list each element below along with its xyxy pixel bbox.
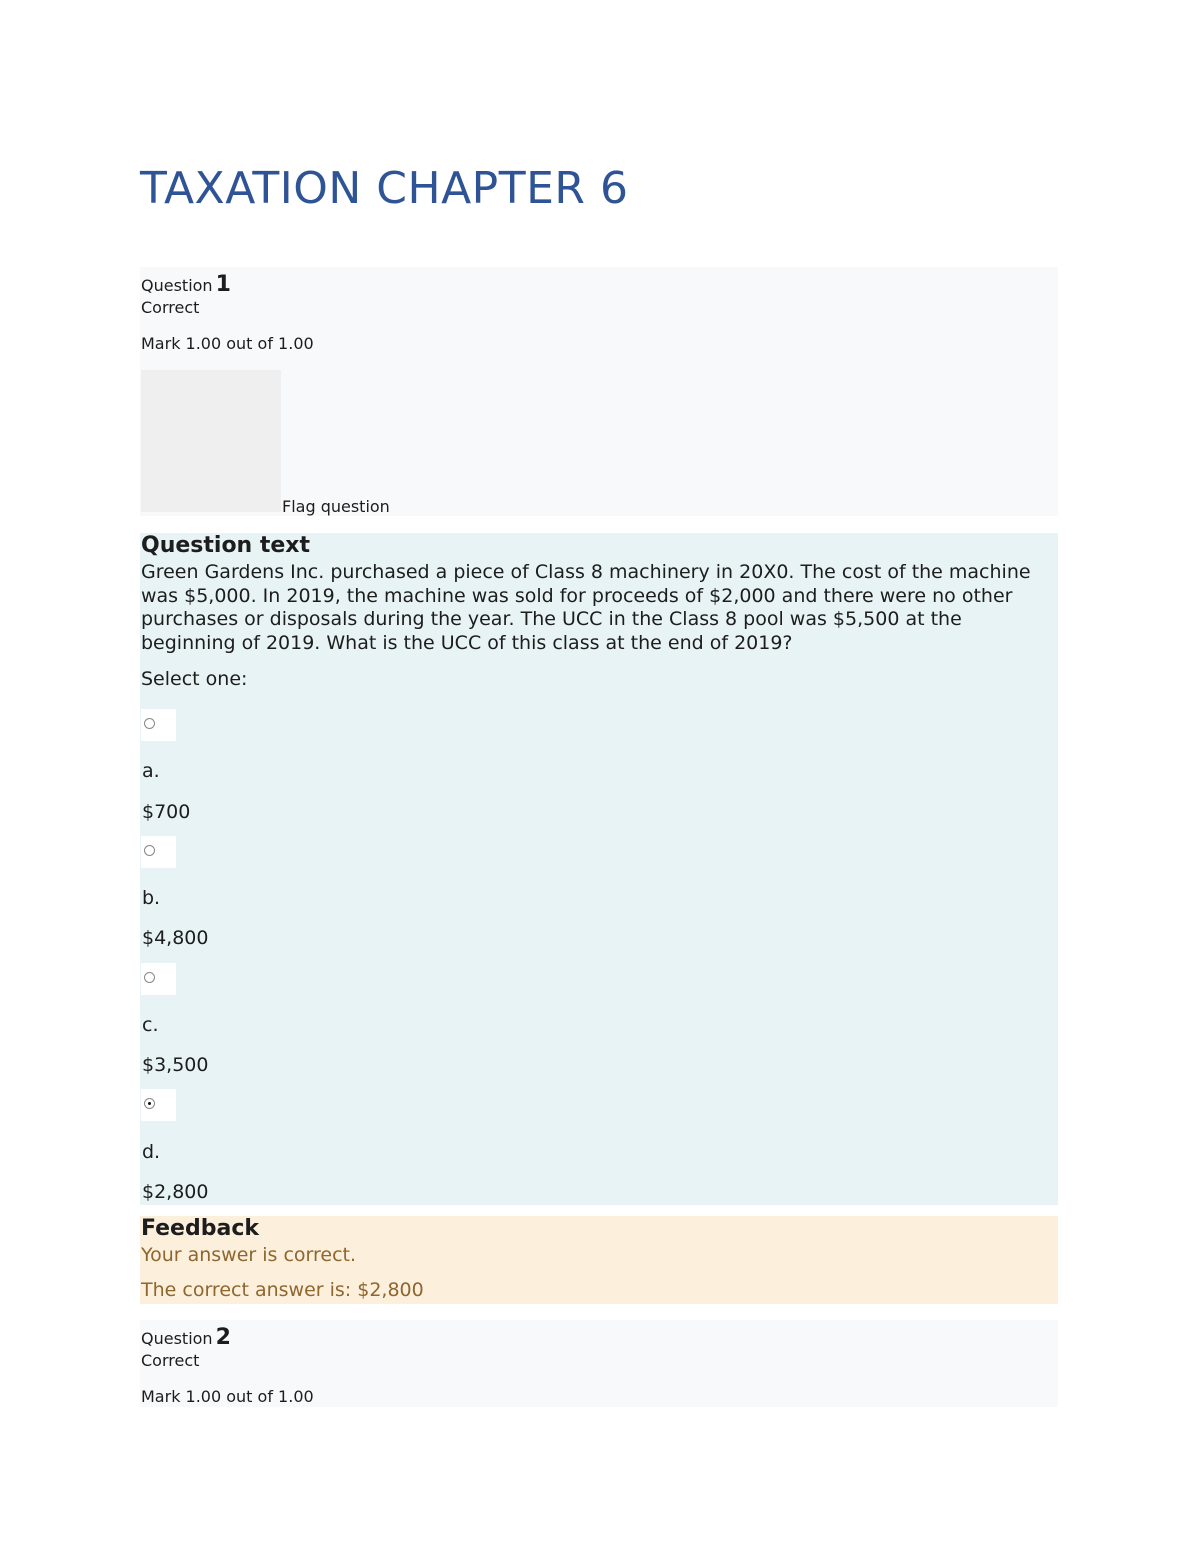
option-d-radio[interactable] — [144, 1098, 155, 1109]
option-d-radio-container[interactable] — [141, 1089, 176, 1121]
option-a-radio-container[interactable] — [141, 709, 176, 741]
question-text: Green Gardens Inc. purchased a piece of Class 8 machinery in 20X0. The cost of the machine was $5,000. In 2019, the machine was sold for proceeds of $2,000 and there were no other purchases or disposals during the year. The UCC in the Class 8 pool was $5,500 at the beginning of 2019. What is the UCC of this class at the end of 2019? — [141, 561, 1031, 654]
option-a-radio[interactable] — [144, 718, 155, 729]
select-one-prompt: Select one: — [141, 668, 248, 690]
option-b-radio-container[interactable] — [141, 836, 176, 868]
question-number: 1 — [215, 272, 231, 297]
option-d-value: $2,800 — [142, 1181, 209, 1203]
question-1-info — [140, 267, 1058, 516]
feedback-panel — [140, 1216, 1058, 1304]
question-mark: Mark 1.00 out of 1.00 — [141, 334, 314, 353]
option-c-letter: c. — [142, 1014, 159, 1036]
question-mark: Mark 1.00 out of 1.00 — [141, 1387, 314, 1406]
question-number: 2 — [215, 1325, 231, 1350]
question-2-header — [141, 1327, 231, 1349]
option-b-radio[interactable] — [144, 845, 155, 856]
feedback-heading: Feedback — [141, 1216, 259, 1241]
question-1-header — [141, 274, 231, 296]
option-c-radio-container[interactable] — [141, 963, 176, 995]
option-d-letter: d. — [142, 1141, 161, 1163]
option-b-letter: b. — [142, 887, 161, 909]
flag-question-link[interactable]: Flag question — [282, 497, 390, 516]
question-label: Question — [141, 276, 213, 295]
document-title: TAXATION CHAPTER 6 — [140, 163, 629, 214]
feedback-result: Your answer is correct. — [141, 1244, 357, 1266]
question-text-heading: Question text — [141, 533, 311, 558]
option-c-value: $3,500 — [142, 1054, 209, 1076]
option-a-letter: a. — [142, 760, 160, 782]
question-state: Correct — [141, 298, 200, 317]
feedback-correct-answer: The correct answer is: $2,800 — [141, 1279, 424, 1301]
option-a-value: $700 — [142, 801, 191, 823]
option-b-value: $4,800 — [142, 927, 209, 949]
option-c-radio[interactable] — [144, 972, 155, 983]
question-1-content — [140, 533, 1058, 1205]
question-label: Question — [141, 1329, 213, 1348]
question-2-info — [140, 1320, 1058, 1407]
flag-icon[interactable] — [141, 370, 281, 512]
question-state: Correct — [141, 1351, 200, 1370]
